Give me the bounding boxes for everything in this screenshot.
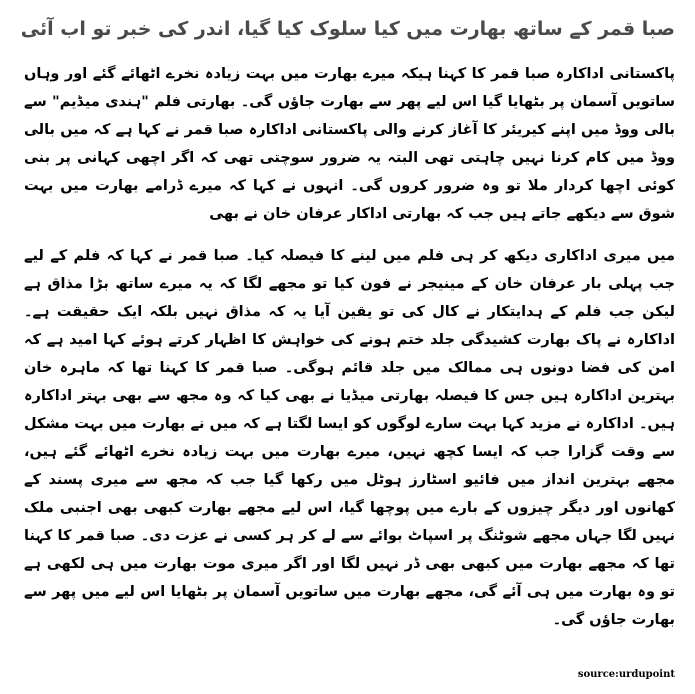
- source-credit: source:urdupoint: [577, 669, 675, 680]
- article-headline: صبا قمر کے ساتھ بھارت میں کیا سلوک کیا گیا، اندر کی خبر تو اب آئی: [20, 18, 675, 40]
- article-paragraph-2: میں میری اداکاری دیکھ کر ہی فلم میں لینے کا فیصلہ کیا۔ صبا قمر نے کہا کہ فلم کے لیے جب پہلی بار عرفان خان کے مینیجر نے فون کیا تو مجھے لگا کہ یہ میرے ساتھ بڑا مذاق ہے لیکن جب فلم کے ہدایتکار نے کال کی تو یقین آیا یہ کہ مذاق نہیں بلکہ ایک حقیقت ہے۔ اداکارہ نے پاک بھارت کشیدگی جلد ختم ہونے کی خواہش کا اظہار کرتے ہوئے کہا امید ہے کہ امن کی فضا دونوں ہی ممالک میں جلد قائم ہوگی۔ صبا قمر کا کہنا تھا کہ ماہرہ خان بہترین اداکارہ ہیں جس کا فیصلہ بھارتی میڈیا نے بھی کیا کہ وہ مجھ سے بھی بہتر اداکارہ ہیں۔ اداکارہ نے مزید کہا بہت سارے لوگوں کو ایسا لگتا ہے کہ میں نے بھارت میں بہت مشکل سے وقت گزارا جب کہ ایسا کچھ نہیں، میرے بھارت میں بہت زیادہ نخرے اٹھائے گئے ہیں، مجھے بہترین انداز میں فائیو اسٹارز ہوٹل میں رکھا گیا جب کہ مجھ سے میری پسند کے کھانوں اور دیگر چیزوں کے بارے میں پوچھا گیا، اس لیے مجھے بھارت کبھی بھی اجنبی ملک نہیں لگا جہاں مجھے شوٹنگ پر اسپاٹ بوائے سے لے کر ہر کسی نے عزت دی۔ صبا قمر کا کہنا تھا کہ مجھے بھارت میں کبھی بھی ڈر نہیں لگا اور اگر میری موت بھارت میں ہی لکھی ہے تو وہ بھارت میں ہی آئے گی، مجھے بھارت میں ساتویں آسمان پر بٹھایا اس لیے میں پھر سے بھارت جاؤں گی۔: [24, 248, 675, 628]
- article-paragraph-1: پاکستانی اداکارہ صبا قمر کا کہنا ہیکہ میرے بھارت میں بہت زیادہ نخرے اٹھائے گئے اور وہاں ساتویں آسمان پر بٹھایا گیا اس لیے پھر سے بھارت جاؤں گی۔ بھارتی فلم "ہندی میڈیم" سے بالی ووڈ میں اپنے کیریئر کا آغاز کرنے والی پاکستانی اداکارہ صبا قمر نے کہا ہے کہ میں بالی ووڈ میں کام کرنا نہیں چاہتی تھی البتہ یہ ضرور سوچتی تھی کہ اگر اچھی کہانی پر بنی کوئی اچھا کردار ملا تو وہ ضرور کروں گی۔ انہوں نے کہا کہ میرے ڈرامے بھارت میں بہت شوق سے دیکھے جاتے ہیں جب کہ بھارتی اداکار عرفان خان نے بھی: [24, 66, 675, 222]
